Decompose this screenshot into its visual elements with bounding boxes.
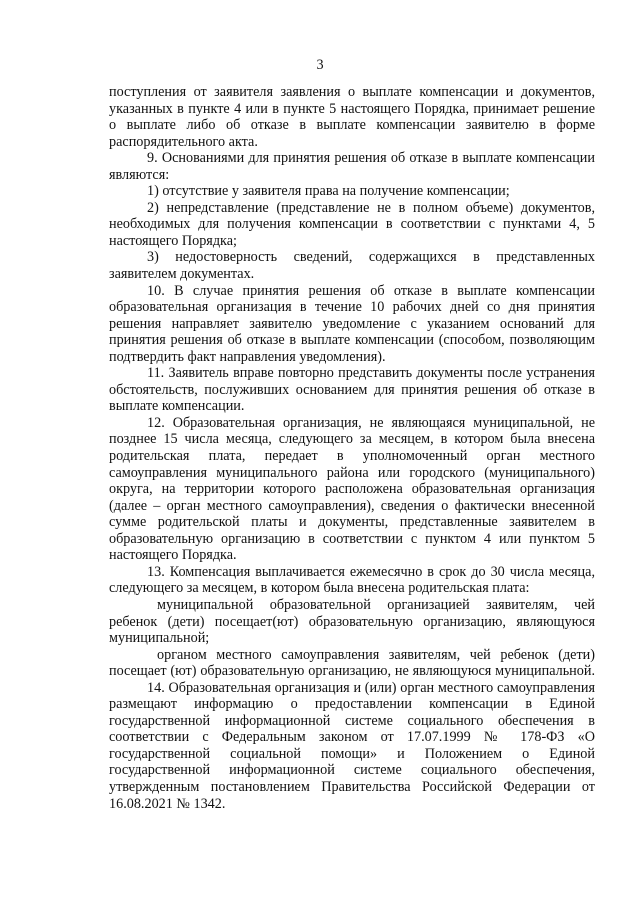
paragraph-13-item-1: муниципальной образовательной организацией заявителям, чей ребенок (дети) посещает(ют) образовательную организацию, являющуюся муниципальной; — [109, 596, 595, 647]
paragraph-13: 13. Компенсация выплачивается ежемесячно в срок до 30 числа месяца, следующего за месяцем, в котором была внесена родительская плата: — [109, 563, 595, 597]
paragraph-14: 14. Образовательная организация и (или) орган местного самоуправления размещают информацию о предоставлении компенсации в Единой государственной информационной системе социального обеспечения в соответствии с Федеральным законом от 17.07.1999 № 178-ФЗ «О государственной социальной помощи» и Положением о Единой государственной информационной системе социального обеспечения, утвержденным постановлением Правительства Российской Федерации от 16.08.2021 № 1342. — [109, 679, 595, 812]
paragraph-9: 9. Основаниями для принятия решения об отказе в выплате компенсации являются: — [109, 150, 595, 183]
paragraph-8-continuation: поступления от заявителя заявления о выплате компенсации и документов, указанных в пункте 4 или в пункте 5 настоящего Порядка, принимает решение о выплате либо об отказе в выплате компенсации заявителю в форме распорядительного акта. — [109, 84, 595, 150]
paragraph-9-item-2: 2) непредставление (представление не в полном объеме) документов, необходимых для получения компенсации в соответствии с пунктами 4, 5 настоящего Порядка; — [109, 199, 595, 249]
paragraph-9-item-1: 1) отсутствие у заявителя права на получение компенсации; — [147, 183, 510, 200]
document-body — [109, 84, 595, 812]
paragraph-12: 12. Образовательная организация, не являющаяся муниципальной, не позднее 15 числа месяца, следующего за месяцем, в котором была внесена родительская плата, передает в уполномоченный орган местного самоуправления муниципального района или городского (муниципального) округа, на территории которого расположена образовательная организация (далее – орган местного самоуправления), сведения о фактически внесенной сумме родительской платы и документы, представленные заявителем в образовательную организацию в соответствии с пунктом 4 или пунктом 5 настоящего Порядка. — [109, 414, 595, 564]
paragraph-10: 10. В случае принятия решения об отказе в выплате компенсации образовательная организация в течение 10 рабочих дней со дня принятия решения направляет заявителю уведомление с указанием оснований для принятия решения об отказе в выплате компенсации (способом, позволяющим подтвердить факт направления уведомления). — [109, 282, 595, 365]
paragraph-9-item-3: 3) недостоверность сведений, содержащихся в представленных заявителем документах. — [109, 249, 595, 283]
page-number: 3 — [316, 57, 324, 73]
paragraph-13-item-2: органом местного самоуправления заявителям, чей ребенок (дети) посещает (ют) образовательную организацию, не являющуюся муниципальной. — [109, 646, 595, 680]
paragraph-11: 11. Заявитель вправе повторно представить документы после устранения обстоятельств, послуживших основанием для принятия решения об отказе в выплате компенсации. — [109, 365, 595, 415]
